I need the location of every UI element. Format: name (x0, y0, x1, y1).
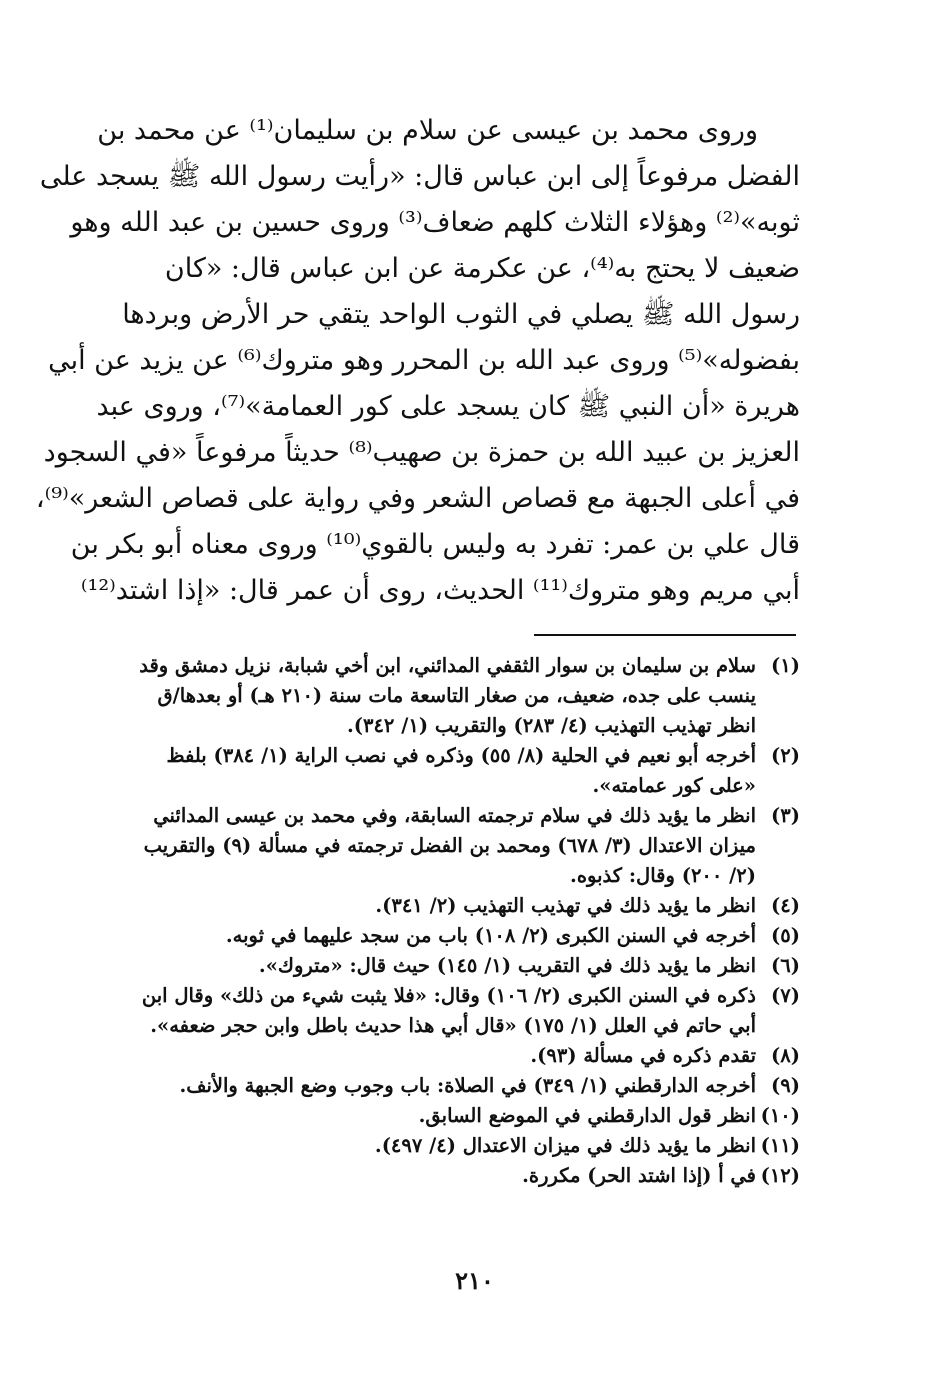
footnote-line: في أ (إذا اشتد الحر) مكررة. (522, 1164, 756, 1187)
footnote-number: (٩) (771, 1074, 800, 1097)
footnote-divider (534, 634, 796, 636)
footnote-number: (٣) (771, 804, 800, 827)
footnote-number: (١٢) (760, 1164, 800, 1187)
footnote-number: (١) (771, 654, 800, 677)
footnote-line: ميزان الاعتدال (٣/ ٦٧٨) ومحمد بن الفضل ترجمته في مسألة (٩) والتقريب (143, 834, 756, 857)
text-line: في أعلى الجبهة مع قصاص الشعر وفي رواية على قصاص الشعر»⁽⁹⁾، (35, 483, 800, 514)
text-line: ضعيف لا يحتج به⁽⁴⁾، عن عكرمة عن ابن عباس قال: «كان (164, 253, 800, 284)
footnote-line: أخرجه أبو نعيم في الحلية (٨/ ٥٥) وذكره في نصب الراية (١/ ٣٨٤) بلفظ (166, 744, 756, 767)
footnote (100, 1041, 800, 1071)
footnote-number: (١١) (760, 1134, 800, 1157)
footnote-number: (٨) (771, 1044, 800, 1067)
footnote (100, 1161, 800, 1191)
footnote-line: (٢/ ٢٠٠) وقال: كذبوه. (570, 864, 756, 887)
footnote (100, 651, 800, 741)
page-number: ٢١٠ (455, 1266, 494, 1295)
text-line: أبي مريم وهو متروك⁽¹¹⁾ الحديث، روى أن عمر قال: «إذا اشتد⁽¹²⁾ (80, 575, 800, 606)
footnote-number: (٥) (771, 924, 800, 947)
main-text (35, 108, 800, 614)
footnote (100, 1101, 800, 1131)
footnote (100, 981, 800, 1041)
footnote-line: انظر تهذيب التهذيب (٤/ ٢٨٣) والتقريب (١/ ٣٤٢). (346, 714, 756, 737)
footnote-line: انظر قول الدارقطني في الموضع السابق. (418, 1104, 756, 1127)
footnote (100, 741, 800, 801)
text-line: بفضوله»⁽⁵⁾ وروى عبد الله بن المحرر وهو متروك⁽⁶⁾ عن يزيد عن أبي (48, 345, 800, 376)
footnote (100, 1071, 800, 1101)
footnote-line: انظر ما يؤيد ذلك في ميزان الاعتدال (٤/ ٤٩٧). (374, 1134, 756, 1157)
footnote (100, 801, 800, 891)
footnote-line: ذكره في السنن الكبرى (٢/ ١٠٦) وقال: «فلا يثبت شيء من ذلك» وقال ابن (141, 984, 756, 1007)
text-line: ثوبه»⁽²⁾ وهؤلاء الثلاث كلهم ضعاف⁽³⁾ وروى حسين بن عبد الله وهو (70, 207, 800, 238)
footnote (100, 921, 800, 951)
footnote-number: (٢) (771, 744, 800, 767)
footnote (100, 951, 800, 981)
text-line: وروى محمد بن عيسى عن سلام بن سليمان⁽¹⁾ عن محمد بن (97, 115, 758, 146)
footnote-line: انظر ما يؤيد ذلك في التقريب (١/ ١٤٥) حيث قال: «متروك». (258, 954, 756, 977)
footnote-line: أبي حاتم في العلل (١/ ١٧٥) «قال أبي هذا حديث باطل وابن حجر ضعفه». (150, 1014, 756, 1037)
text-line: العزيز بن عبيد الله بن حمزة بن صهيب⁽⁸⁾ حديثاً مرفوعاً «في السجود (43, 437, 800, 468)
footnote-line: تقدم ذكره في مسألة (٩٣). (530, 1044, 756, 1067)
footnote-number: (٤) (771, 894, 800, 917)
text-line: هريرة «أن النبي ﷺ كان يسجد على كور العمامة»⁽⁷⁾، وروى عبد (96, 391, 800, 422)
footnote-line: أخرجه في السنن الكبرى (٢/ ١٠٨) باب من سجد عليهما في ثوبه. (225, 924, 756, 947)
footnote-line: أخرجه الدارقطني (١/ ٣٤٩) في الصلاة: باب وجوب وضع الجبهة والأنف. (179, 1074, 756, 1097)
text-line: الفضل مرفوعاً إلى ابن عباس قال: «رأيت رسول الله ﷺ يسجد على (39, 161, 800, 192)
text-line: رسول الله ﷺ يصلي في الثوب الواحد يتقي حر الأرض وبردها (122, 299, 800, 330)
text-line: قال علي بن عمر: تفرد به وليس بالقوي⁽¹⁰⁾ وروى معناه أبو بكر بن (70, 529, 800, 560)
footnote-line: «على كور عمامته». (592, 774, 756, 797)
footnote-line: انظر ما يؤيد ذلك في سلام ترجمته السابقة، وفي محمد بن عيسى المدائني (153, 804, 756, 827)
footnote-line: ينسب على جده، ضعيف، من صغار التاسعة مات سنة (٢١٠ هـ) أو بعدها/ق (157, 684, 756, 707)
footnote-line: سلام بن سليمان بن سوار الثقفي المدائني، ابن أخي شبابة، نزيل دمشق وقد (139, 654, 756, 677)
footnote (100, 891, 800, 921)
footnote (100, 1131, 800, 1161)
footnote-number: (٧) (771, 984, 800, 1007)
footnotes (100, 651, 800, 1191)
footnote-number: (٦) (771, 954, 800, 977)
footnote-number: (١٠) (760, 1104, 800, 1127)
footnote-line: انظر ما يؤيد ذلك في تهذيب التهذيب (٢/ ٣٤١). (375, 894, 756, 917)
